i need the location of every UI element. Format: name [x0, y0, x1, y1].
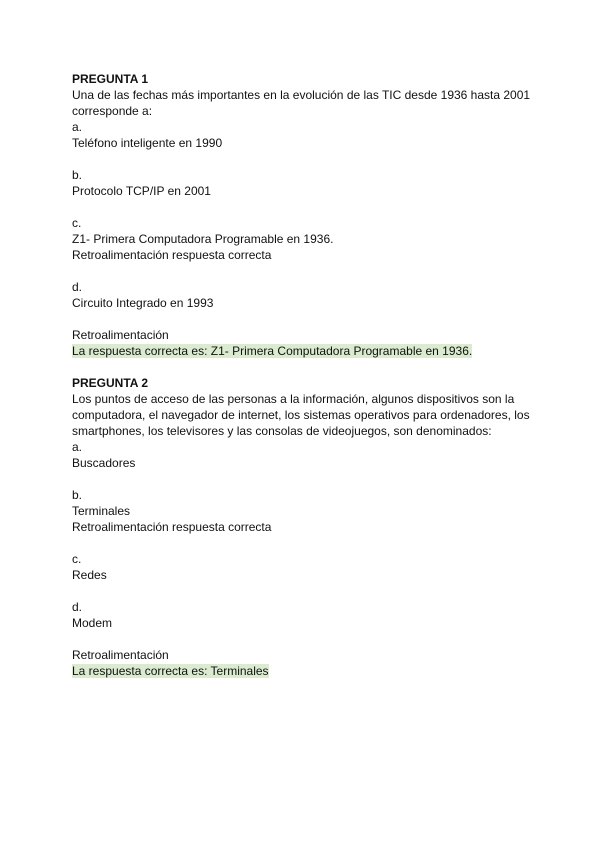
question-stem: Los puntos de acceso de las personas a la información, algunos dispositivos son la computadora, el navegador de internet, los sistemas operativos para ordenadores, los smartphones, los televisores y las consolas de videojuegos, son denominados: [72, 392, 530, 438]
correct-answer-highlight: La respuesta correcta es: Terminales [72, 664, 269, 678]
option-letter: b. [72, 168, 83, 182]
option-a [72, 439, 532, 471]
general-feedback [72, 647, 532, 679]
option-letter: a. [72, 440, 83, 454]
question-title: PREGUNTA 2 [72, 376, 149, 390]
option-text: Modem [72, 616, 113, 630]
correct-answer-highlight: La respuesta correcta es: Z1- Primera Computadora Programable en 1936. [72, 344, 473, 358]
option-text: Teléfono inteligente en 1990 [72, 136, 223, 150]
option-letter: b. [72, 488, 83, 502]
general-feedback [72, 327, 532, 359]
option-b [72, 167, 532, 199]
option-letter: d. [72, 280, 83, 294]
option-b [72, 487, 532, 535]
option-d [72, 279, 532, 311]
option-letter: c. [72, 216, 82, 230]
option-letter: c. [72, 552, 82, 566]
option-a [72, 119, 532, 151]
option-text: Redes [72, 568, 107, 582]
option-feedback: Retroalimentación respuesta correcta [72, 520, 272, 534]
option-text: Buscadores [72, 456, 136, 470]
feedback-label: Retroalimentación [72, 328, 169, 342]
option-text: Circuito Integrado en 1993 [72, 296, 214, 310]
option-letter: d. [72, 600, 83, 614]
question-2 [72, 375, 532, 679]
option-letter: a. [72, 120, 83, 134]
option-text: Protocolo TCP/IP en 2001 [72, 184, 211, 198]
question-1 [72, 71, 532, 359]
option-c [72, 215, 532, 263]
option-feedback: Retroalimentación respuesta correcta [72, 248, 272, 262]
option-c [72, 551, 532, 583]
option-text: Z1- Primera Computadora Programable en 1936. [72, 232, 334, 246]
feedback-label: Retroalimentación [72, 648, 169, 662]
option-text: Terminales [72, 504, 131, 518]
document-page [72, 71, 532, 695]
option-d [72, 599, 532, 631]
question-title: PREGUNTA 1 [72, 72, 149, 86]
question-stem: Una de las fechas más importantes en la evolución de las TIC desde 1936 hasta 2001 corresponde a: [72, 88, 531, 118]
